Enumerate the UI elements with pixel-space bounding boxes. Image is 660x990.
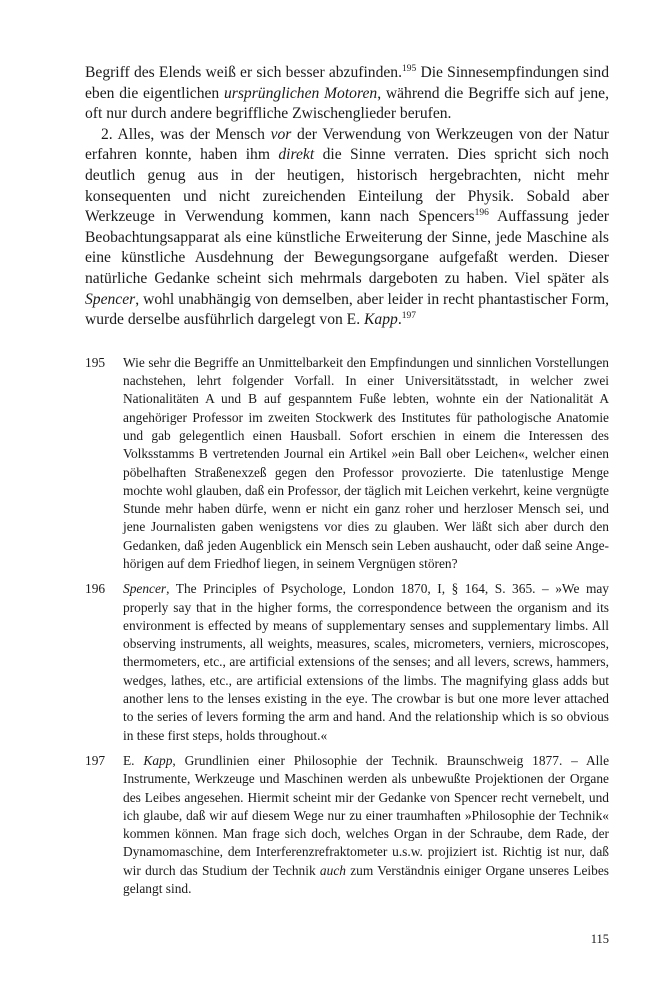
footnote-ref-197[interactable]: 197 [401, 311, 416, 322]
emphasis: Kapp [143, 752, 173, 768]
text-run: Auffassung jeder Beobachtungsapparat als eine künstliche Erweiterung der Sinne, jede Maschine als eine künstliche Ausdehnung der Bewegungsorgane aufgefaßt werden. Dieser natürliche Gedanke scheint sich mehrmals dargeboten zu haben. Viel später als [85, 208, 609, 287]
text-run: , wohl unabhängig von demselben, aber leider in recht phantastischer Form, wurde derselbe ausführlich dargelegt von E. [85, 290, 609, 329]
emphasis: Spencer [85, 290, 136, 308]
emphasis: direkt [278, 146, 315, 164]
emphasis: Kapp [364, 311, 398, 329]
text-run: der Verwendung von Werkzeugen von der Natur erfahren konnte, haben ihm [85, 125, 609, 164]
footnote-text: , Grundlinien einer Philosophie der Technik. Braunschweig 1877. – Alle Instrumente, Werkzeuge und Maschinen werden als unbewußte Projektionen der Organe des Leibes angesehen. Hiermit scheint mir der Gedanke von Spencer recht vernebelt, und ich glaube, daß wir auf diesem Wege nur zu einer traumhaften »Philosophie der Technik« kommen können. Man frage sich doch, welches Organ in der Schraube, dem Rade, der Dynamomaschine, dem Interferenzrefraktometer u.s.w. projiziert ist. Richtig ist nur, daß wir durch das Studium der Technik [123, 752, 610, 878]
footnote-text: E. [123, 752, 144, 768]
text-run: Die Sinnesempfindungen sind eben die eigentlichen [85, 64, 609, 102]
footnote-number: 197 [85, 752, 106, 768]
footnote-ref-196[interactable]: 196 [474, 208, 489, 219]
text-run: . [397, 311, 402, 329]
footnote-number: 195 [85, 354, 106, 370]
body-text [85, 63, 609, 331]
footnote-ref-195[interactable]: 195 [402, 64, 417, 74]
footnote-196 [85, 580, 609, 745]
emphasis: auch [319, 862, 346, 878]
paragraph-1 [85, 63, 609, 125]
footnote-197 [85, 752, 609, 898]
emphasis: vor [270, 125, 292, 143]
footnotes [85, 354, 609, 899]
footnote-number: 196 [85, 581, 106, 597]
text-run: die Sinne verraten. Dies spricht sich noch deutlich genug aus in der heutigen, historisch hergebrachten, nicht mehr konsequenten und nicht zureichenden Einteilung der Physik. Sobald aber Werkzeuge in Verwendung kommen, kann nach Spencers [85, 146, 609, 226]
text-run: , während die Begriffe sich auf jene, oft nur durch andere begriffliche Zwischenglieder berufen. [85, 84, 609, 123]
footnote-text: Wie sehr die Begriffe an Unmittelbarkeit den Empfindungen und sinnlichen Vorstellungen nachstehen, lehrt folgender Vorfall. In einer Universitätsstadt, in welcher zwei Nationalitäten A und B auf gespanntem Fuße lebten, wohnte ein der Nationalität A angehöriger Professor im zweiten Stockwerk des Institutes für pathologische Anatomie und gab gelegentlich einen Hausball. Sofort erschien in einem die Interessen des Volksstamms B vertretenden Journal ein Artikel »ein Ball ober Leichen«, welcher einen pöbelhaften Straßenexzeß gegen den Professor provozierte. Die tatenlustige Menge mochte wohl glauben, daß ein Professor, der täglich mit Leichen verkehrt, keine vergnügte Stunde mehr haben dürfe, wenn er nicht ein ganz roher und herzloser Mensch sei, und jene Journalisten gaben wenigstens vor dies zu glauben. Wer läßt sich aber durch den Gedanken, daß jeden Augenblick ein Mensch sein Leben aushaucht, oder daß seine Angehörigen auf dem Friedhof liegen, in seinem Vergnügen stören? [123, 354, 609, 571]
paragraph-2 [85, 125, 609, 331]
footnote-text: , The Principles of Psychologe, London 1870, I, § 164, S. 365. – »We may properly say that in the higher forms, the correspondence between the organism and its environment is effected by means of supplementary senses and supplementary limbs. All observing instruments, all weights, measures, scales, micrometers, verniers, microscopes, thermometers, etc., are artificial extensions of the senses; and all levers, screws, hammers, wedges, lathes, etc., are artificial extensions of the limbs. The magnifying glass adds but another lens to the lenses existing in the eye. The crowbar is but one more lever attached to the series of levers forming the arm and hand. And the relationship which is so obvious in these first steps, holds throughout.« [123, 581, 609, 743]
page-content [85, 63, 609, 905]
emphasis: ursprünglichen Motoren [224, 84, 378, 102]
page-number: 115 [590, 932, 609, 946]
emphasis: Spencer [123, 581, 167, 597]
text-run: 2. Alles, was der Mensch [101, 125, 271, 143]
footnote-195 [85, 354, 609, 574]
text-run: Begriff des Elends weiß er sich besser abzufinden. [85, 64, 402, 81]
footnote-text: zum Verständnis einiger Organe unseres Leibes gelangt sind. [123, 862, 609, 897]
